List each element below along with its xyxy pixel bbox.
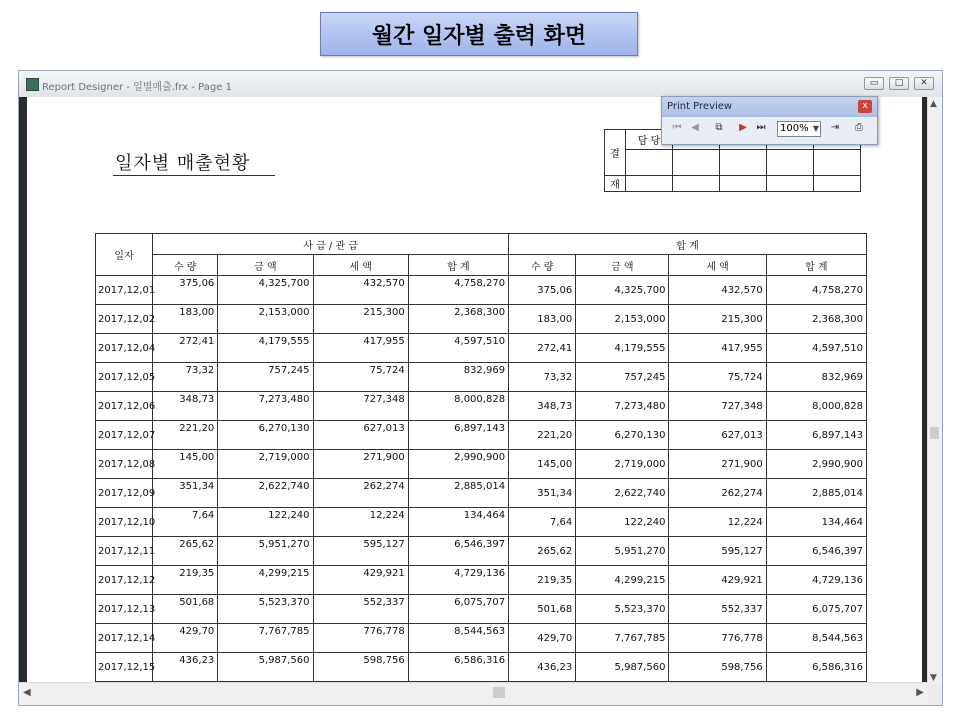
table-row <box>96 537 867 566</box>
horizontal-scrollbar[interactable] <box>19 682 928 705</box>
print-preview-titlebar[interactable] <box>662 97 877 117</box>
row-date: 2017,12,04 <box>96 334 153 363</box>
col-total-amount-header: 금 액 <box>576 255 669 276</box>
row-total-sum: 6,586,316 <box>766 653 866 682</box>
first-page-icon[interactable]: ⏮ <box>672 122 682 133</box>
row-total-amount: 7,273,480 <box>576 392 669 421</box>
row-tax: 262,274 <box>313 479 408 508</box>
zoom-select[interactable] <box>777 121 821 137</box>
table-body <box>96 276 867 682</box>
scroll-right-icon[interactable]: ▶ <box>916 687 924 698</box>
row-date: 2017,12,05 <box>96 363 153 392</box>
col-total-tax-header: 세 액 <box>669 255 766 276</box>
approval-header-1: 담 당 <box>626 130 673 150</box>
row-total-tax: 262,274 <box>669 479 766 508</box>
row-qty: 221,20 <box>153 421 218 450</box>
row-total-qty: 272,41 <box>509 334 576 363</box>
row-total-amount: 757,245 <box>576 363 669 392</box>
col-tax-header: 세 액 <box>313 255 408 276</box>
row-date: 2017,12,15 <box>96 653 153 682</box>
row-tax: 75,724 <box>313 363 408 392</box>
app-icon <box>26 78 39 91</box>
col-sum-header: 합 계 <box>408 255 508 276</box>
row-qty: 436,23 <box>153 653 218 682</box>
row-total-sum: 6,075,707 <box>766 595 866 624</box>
row-tax: 271,900 <box>313 450 408 479</box>
table-row <box>96 363 867 392</box>
row-total-qty: 219,35 <box>509 566 576 595</box>
row-amount: 122,240 <box>218 508 313 537</box>
row-amount: 2,719,000 <box>218 450 313 479</box>
close-button[interactable]: ✕ <box>914 77 934 90</box>
next-page-icon[interactable]: ▶ <box>739 122 747 133</box>
row-qty: 183,00 <box>153 305 218 334</box>
row-sum: 6,546,397 <box>408 537 508 566</box>
row-total-amount: 2,622,740 <box>576 479 669 508</box>
scroll-up-icon[interactable]: ▲ <box>930 99 937 109</box>
row-qty: 272,41 <box>153 334 218 363</box>
row-total-qty: 73,32 <box>509 363 576 392</box>
row-total-qty: 436,23 <box>509 653 576 682</box>
banner-title: 월간 일자별 출력 화면 <box>320 12 638 56</box>
row-amount: 4,179,555 <box>218 334 313 363</box>
row-date: 2017,12,10 <box>96 508 153 537</box>
row-tax: 776,778 <box>313 624 408 653</box>
row-date: 2017,12,12 <box>96 566 153 595</box>
row-amount: 6,270,130 <box>218 421 313 450</box>
minimize-button[interactable]: ▭ <box>864 77 884 90</box>
row-total-tax: 776,778 <box>669 624 766 653</box>
row-amount: 5,523,370 <box>218 595 313 624</box>
row-amount: 5,951,270 <box>218 537 313 566</box>
row-sum: 8,544,563 <box>408 624 508 653</box>
row-tax: 215,300 <box>313 305 408 334</box>
row-amount: 4,299,215 <box>218 566 313 595</box>
vertical-scroll-thumb[interactable] <box>930 427 939 439</box>
row-sum: 2,885,014 <box>408 479 508 508</box>
row-tax: 598,756 <box>313 653 408 682</box>
table-row <box>96 392 867 421</box>
row-qty: 348,73 <box>153 392 218 421</box>
table-row <box>96 305 867 334</box>
approval-sign-1 <box>626 150 673 176</box>
row-sum: 6,075,707 <box>408 595 508 624</box>
scroll-down-icon[interactable]: ▼ <box>930 673 937 683</box>
approval-label-top: 결 <box>605 130 626 176</box>
row-total-tax: 429,921 <box>669 566 766 595</box>
window-titlebar <box>19 71 942 98</box>
row-total-tax: 12,224 <box>669 508 766 537</box>
row-total-qty: 183,00 <box>509 305 576 334</box>
row-total-sum: 2,368,300 <box>766 305 866 334</box>
table-row <box>96 624 867 653</box>
row-sum: 832,969 <box>408 363 508 392</box>
row-qty: 351,34 <box>153 479 218 508</box>
approval-sign-5 <box>814 150 861 176</box>
row-total-sum: 2,885,014 <box>766 479 866 508</box>
row-date: 2017,12,09 <box>96 479 153 508</box>
col-date-header: 일자 <box>96 234 153 276</box>
row-date: 2017,12,01 <box>96 276 153 305</box>
table-row <box>96 566 867 595</box>
row-total-amount: 4,179,555 <box>576 334 669 363</box>
row-total-amount: 5,987,560 <box>576 653 669 682</box>
row-total-sum: 6,546,397 <box>766 537 866 566</box>
row-sum: 4,597,510 <box>408 334 508 363</box>
row-sum: 2,368,300 <box>408 305 508 334</box>
row-total-amount: 4,299,215 <box>576 566 669 595</box>
table-row <box>96 479 867 508</box>
row-sum: 4,758,270 <box>408 276 508 305</box>
row-tax: 12,224 <box>313 508 408 537</box>
row-total-tax: 627,013 <box>669 421 766 450</box>
table-row <box>96 595 867 624</box>
row-total-tax: 417,955 <box>669 334 766 363</box>
table-row <box>96 334 867 363</box>
sales-table <box>95 233 867 682</box>
row-total-sum: 4,758,270 <box>766 276 866 305</box>
row-tax: 417,955 <box>313 334 408 363</box>
row-qty: 73,32 <box>153 363 218 392</box>
row-qty: 501,68 <box>153 595 218 624</box>
row-total-amount: 5,951,270 <box>576 537 669 566</box>
approval-sign-4 <box>767 150 814 176</box>
table-row <box>96 450 867 479</box>
row-date: 2017,12,08 <box>96 450 153 479</box>
scroll-left-icon[interactable]: ◀ <box>23 687 31 698</box>
row-total-qty: 221,20 <box>509 421 576 450</box>
row-total-sum: 134,464 <box>766 508 866 537</box>
report-designer-window <box>18 70 943 706</box>
approval-label-bottom: 재 <box>605 176 626 192</box>
row-tax: 429,921 <box>313 566 408 595</box>
group-total-header: 합 계 <box>509 234 867 255</box>
row-amount: 4,325,700 <box>218 276 313 305</box>
row-date: 2017,12,02 <box>96 305 153 334</box>
row-total-qty: 348,73 <box>509 392 576 421</box>
row-total-amount: 6,270,130 <box>576 421 669 450</box>
export-icon[interactable]: ⇥ <box>830 122 840 133</box>
print-preview-close-button[interactable]: x <box>858 100 872 113</box>
row-tax: 727,348 <box>313 392 408 421</box>
col-total-sum-header: 합 계 <box>766 255 866 276</box>
row-total-tax: 727,348 <box>669 392 766 421</box>
row-total-tax: 552,337 <box>669 595 766 624</box>
row-sum: 2,990,900 <box>408 450 508 479</box>
copy-icon[interactable]: ⧉ <box>715 122 723 133</box>
maximize-button[interactable]: □ <box>889 77 909 90</box>
table-row <box>96 653 867 682</box>
report-canvas <box>19 97 928 685</box>
row-total-sum: 8,544,563 <box>766 624 866 653</box>
row-tax: 552,337 <box>313 595 408 624</box>
row-sum: 4,729,136 <box>408 566 508 595</box>
row-total-amount: 7,767,785 <box>576 624 669 653</box>
vertical-scrollbar[interactable] <box>927 97 942 685</box>
row-amount: 2,153,000 <box>218 305 313 334</box>
row-total-amount: 2,153,000 <box>576 305 669 334</box>
report-title: 일자별 매출현황 <box>115 153 251 174</box>
row-total-amount: 122,240 <box>576 508 669 537</box>
row-qty: 145,00 <box>153 450 218 479</box>
approval-sign-3 <box>720 150 767 176</box>
row-total-tax: 75,724 <box>669 363 766 392</box>
row-tax: 627,013 <box>313 421 408 450</box>
col-qty-header: 수 량 <box>153 255 218 276</box>
row-total-tax: 432,570 <box>669 276 766 305</box>
row-total-sum: 6,897,143 <box>766 421 866 450</box>
row-total-qty: 501,68 <box>509 595 576 624</box>
row-sum: 8,000,828 <box>408 392 508 421</box>
row-total-qty: 265,62 <box>509 537 576 566</box>
row-total-amount: 4,325,700 <box>576 276 669 305</box>
row-total-amount: 2,719,000 <box>576 450 669 479</box>
report-page <box>27 97 922 685</box>
row-total-qty: 375,06 <box>509 276 576 305</box>
row-total-sum: 4,597,510 <box>766 334 866 363</box>
row-total-qty: 429,70 <box>509 624 576 653</box>
row-sum: 6,586,316 <box>408 653 508 682</box>
row-sum: 134,464 <box>408 508 508 537</box>
prev-page-icon[interactable]: ◀ <box>691 122 699 133</box>
row-date: 2017,12,06 <box>96 392 153 421</box>
table-row <box>96 276 867 305</box>
print-icon[interactable]: ⎙ <box>855 122 863 133</box>
col-amount-header: 금 액 <box>218 255 313 276</box>
row-qty: 375,06 <box>153 276 218 305</box>
row-qty: 429,70 <box>153 624 218 653</box>
row-qty: 265,62 <box>153 537 218 566</box>
row-tax: 595,127 <box>313 537 408 566</box>
row-total-sum: 8,000,828 <box>766 392 866 421</box>
row-date: 2017,12,07 <box>96 421 153 450</box>
row-total-sum: 2,990,900 <box>766 450 866 479</box>
horizontal-scroll-thumb[interactable] <box>493 687 505 698</box>
row-total-amount: 5,523,370 <box>576 595 669 624</box>
table-row <box>96 421 867 450</box>
row-sum: 6,897,143 <box>408 421 508 450</box>
row-amount: 7,767,785 <box>218 624 313 653</box>
print-preview-toolbar <box>661 96 878 145</box>
row-total-qty: 351,34 <box>509 479 576 508</box>
row-qty: 219,35 <box>153 566 218 595</box>
zoom-value: 100% <box>780 123 809 134</box>
row-total-tax: 215,300 <box>669 305 766 334</box>
row-amount: 7,273,480 <box>218 392 313 421</box>
row-total-sum: 832,969 <box>766 363 866 392</box>
row-date: 2017,12,14 <box>96 624 153 653</box>
row-tax: 432,570 <box>313 276 408 305</box>
title-underline <box>113 175 275 176</box>
row-total-qty: 7,64 <box>509 508 576 537</box>
col-total-qty-header: 수 량 <box>509 255 576 276</box>
chevron-down-icon: ▼ <box>812 124 819 133</box>
row-qty: 7,64 <box>153 508 218 537</box>
row-date: 2017,12,13 <box>96 595 153 624</box>
row-total-tax: 598,756 <box>669 653 766 682</box>
row-date: 2017,12,11 <box>96 537 153 566</box>
row-amount: 757,245 <box>218 363 313 392</box>
table-row <box>96 508 867 537</box>
row-total-tax: 271,900 <box>669 450 766 479</box>
approval-sign-2 <box>673 150 720 176</box>
row-total-sum: 4,729,136 <box>766 566 866 595</box>
row-amount: 2,622,740 <box>218 479 313 508</box>
row-total-tax: 595,127 <box>669 537 766 566</box>
print-preview-title: Print Preview <box>667 101 733 112</box>
row-amount: 5,987,560 <box>218 653 313 682</box>
row-total-qty: 145,00 <box>509 450 576 479</box>
group-supply-header: 사 급 / 관 급 <box>153 234 509 255</box>
last-page-icon[interactable]: ⏭ <box>756 122 766 133</box>
window-title: Report Designer - 일별매출.frx - Page 1 <box>42 82 232 93</box>
